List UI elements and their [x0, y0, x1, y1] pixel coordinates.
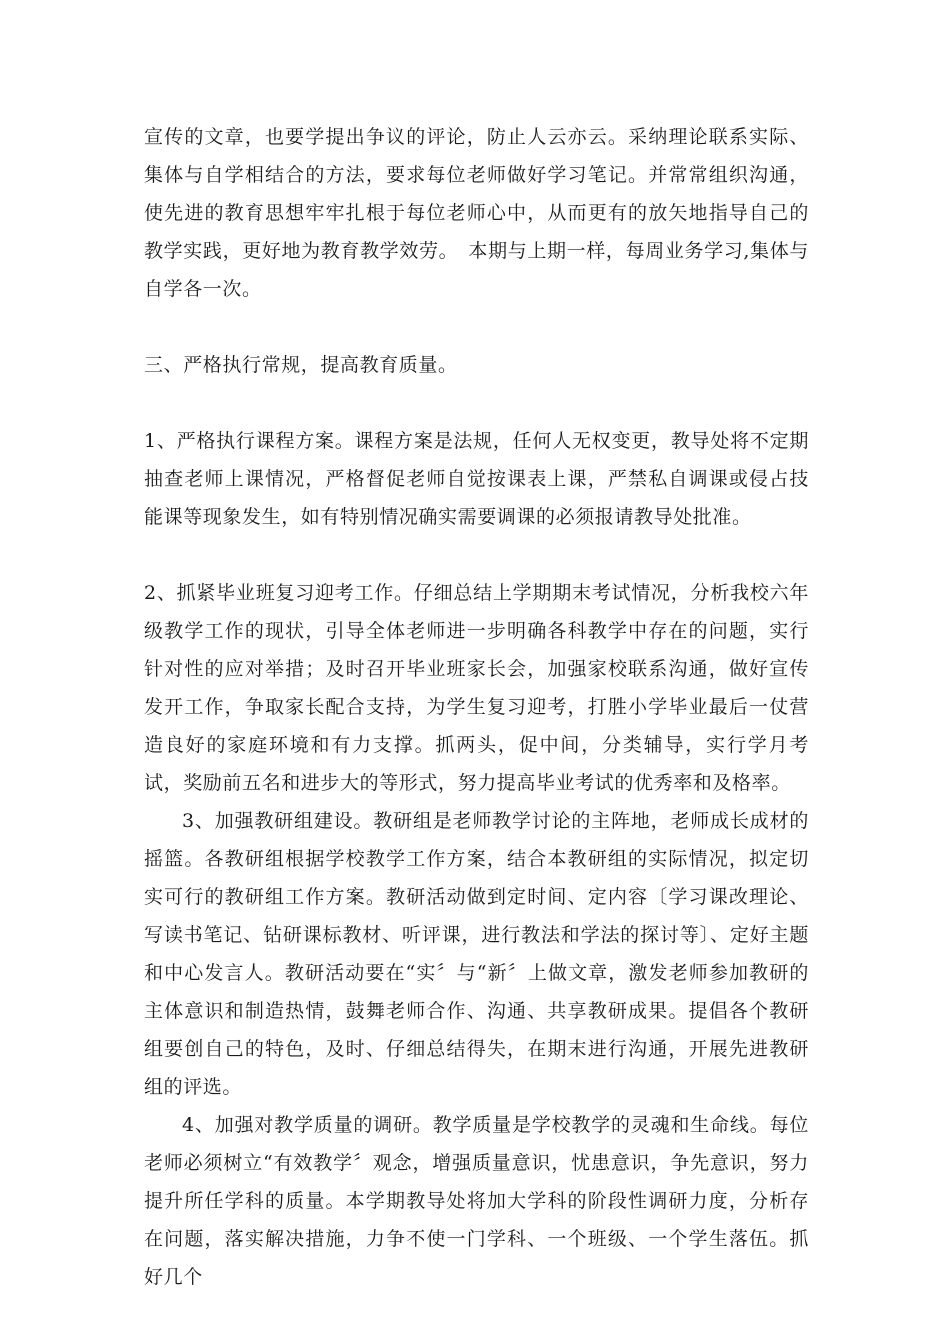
paragraph-item-4: 4、加强对教学质量的调研。教学质量是学校教学的灵魂和生命线。每位老师必须树立“有效教学〞观念，增强质量意识，忧患意识，争先意识，努力提升所任学科的质量。本学期教导处将加大学科的阶段性调研力度，分析存在问题，落实解决措施，力争不使一门学科、一个班级、一个学生落伍。抓好几个 [144, 1114, 809, 1288]
section-heading-three: 三、严格执行常规，提高教育质量。 [144, 354, 458, 376]
paragraph-item-3: 3、加强教研组建设。教研组是老师教学讨论的主阵地，老师成长成材的摇篮。各教研组根据学校教学工作方案，结合本教研组的实际情况，拟定切实可行的教研组工作方案。教研活动做到定时间、定内容〔学习课改理论、写读书笔记、钻研课标教材、听评课，进行教法和学法的探讨等〕、定好主题和中心发言人。教研活动要在“实〞与“新〞上做文章，激发老师参加教研的主体意识和制造热情，鼓舞老师合作、沟通、共享教研成果。提倡各个教研组要创自己的特色，及时、仔细总结得失，在期末进行沟通，开展先进教研组的评选。 [144, 810, 809, 1098]
document-body [144, 118, 809, 1296]
paragraph-item-1: 1、严格执行课程方案。课程方案是法规，任何人无权变更，教导处将不定期抽查老师上课情况，严格督促老师自觉按课表上课，严禁私自调课或侵占技能课等现象发生，如有特别情况确实需要调课的必须报请教导处批准。 [144, 430, 809, 528]
paragraph-item-2: 2、抓紧毕业班复习迎考工作。仔细总结上学期期末考试情况，分析我校六年级教学工作的现状，引导全体老师进一步明确各科教学中存在的问题，实行针对性的应对举措；及时召开毕业班家长会，加强家校联系沟通，做好宣传发开工作，争取家长配合支持，为学生复习迎考，打胜小学毕业最后一仗营造良好的家庭环境和有力支撑。抓两头，促中间，分类辅导，实行学月考试，奖励前五名和进步大的等形式，努力提高毕业考试的优秀率和及格率。 [144, 582, 809, 794]
paragraph-study-method: 宣传的文章，也要学提出争议的评论，防止人云亦云。采纳理论联系实际、集体与自学相结合的方法，要求每位老师做好学习笔记。并常常组织沟通，使先进的教育思想牢牢扎根于每位老师心中，从而更有的放矢地指导自己的教学实践，更好地为教育教学效劳。 本期与上期一样，每周业务学习,集体与自学各一次。 [144, 126, 809, 300]
